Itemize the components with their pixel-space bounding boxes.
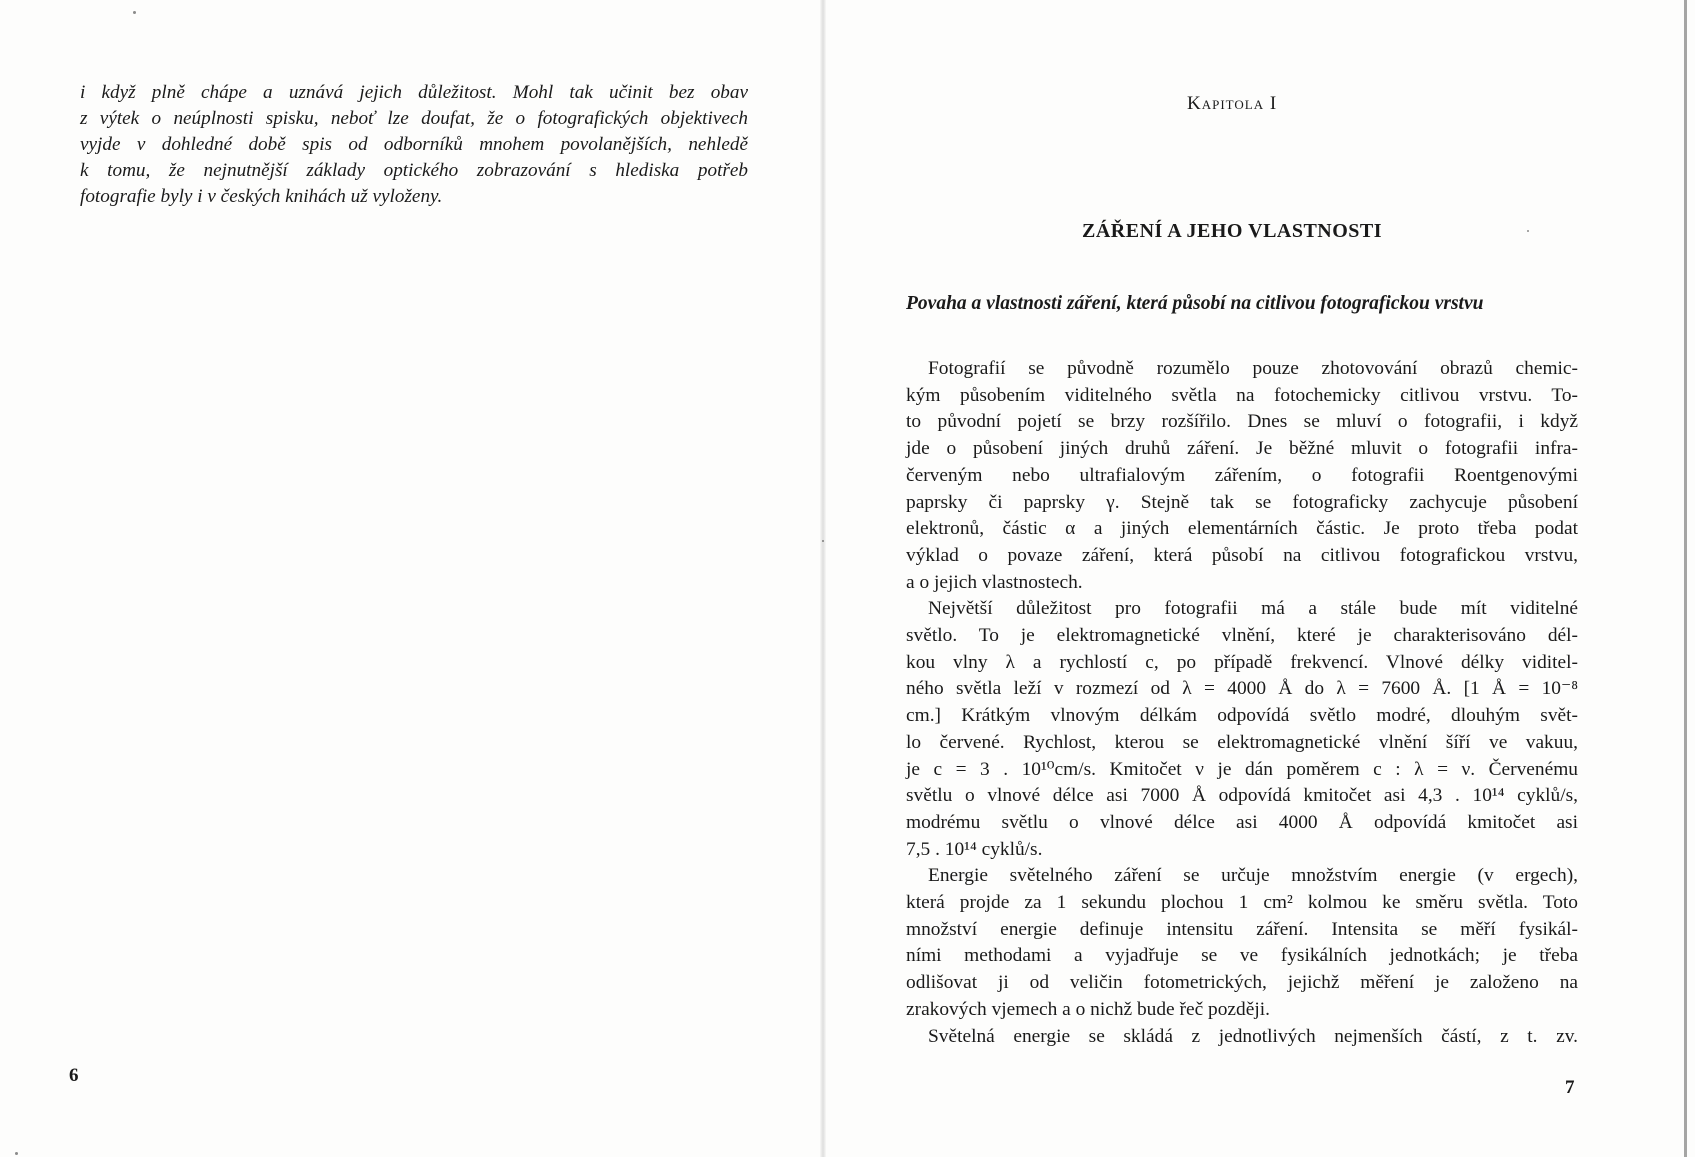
body-line: kou vlny λ a rychlostí c, po případě frekvencí. Vlnové délky viditel- <box>906 651 1578 673</box>
page-number-right: 7 <box>1565 1077 1575 1098</box>
body-line: množství energie definuje intensitu záření. Intensita se měří fysikál- <box>906 918 1578 940</box>
body-line: ními methodami a vyjadřuje se ve fysikálních jednotkách; je třeba <box>906 945 1578 967</box>
body-line: modrému světlu o vlnové délce asi 4000 Å odpovídá kmitočet asi <box>906 811 1578 833</box>
scan-speck <box>822 540 824 542</box>
body-line: Energie světelného záření se určuje množstvím energie (v ergech), <box>928 865 1578 887</box>
chapter-title: ZÁŘENÍ A JEHO VLASTNOSTI <box>1082 220 1383 242</box>
body-line: která projde za 1 sekundu plochou 1 cm² kolmou ke směru světla. Toto <box>906 892 1578 914</box>
page-edge <box>1684 0 1687 1157</box>
page-number-left: 6 <box>69 1065 79 1086</box>
body-line: cm.] Krátkým vlnovým délkám odpovídá světlo modré, dlouhým svět- <box>906 705 1578 727</box>
body-line: ného světla leží v rozmezí od λ = 4000 Å do λ = 7600 Å. [1 Å = 10⁻⁸ <box>906 678 1578 700</box>
body-line: světlo. To je elektromagnetické vlnění, které je charakterisováno dél- <box>906 625 1578 647</box>
preface-line: z výtek o neúplnosti spisku, neboť lze doufat, že o fotografických objektivech <box>80 108 748 129</box>
scan-speck <box>133 11 136 14</box>
section-title: Povaha a vlastnosti záření, která působí na citlivou fotografickou vrstvu <box>906 293 1484 314</box>
body-line: kým působením viditelného světla na fotochemicky citlivou vrstvu. To- <box>906 384 1578 406</box>
body-line: elektronů, částic α a jiných elementárních částic. Je proto třeba podat <box>906 518 1578 540</box>
body-line: světlu o vlnové délce asi 7000 Å odpovídá kmitočet asi 4,3 . 10¹⁴ cyklů/s, <box>906 785 1578 807</box>
left-page <box>0 0 820 1157</box>
preface-line: vyjde v dohledné době spis od odborníků mnohem povolanějších, nehledě <box>80 134 748 155</box>
chapter-label: Kapitola I <box>1187 93 1278 114</box>
body-line: a o jejich vlastnostech. <box>906 571 1083 593</box>
preface-line: i když plně chápe a uznává jejich důležitost. Mohl tak učinit bez obav <box>80 82 748 103</box>
body-line: jde o působení jiných druhů záření. Je běžné mluvit o fotografii infra- <box>906 438 1578 460</box>
preface-line: fotografie byly i v českých knihách už vyloženy. <box>80 186 443 207</box>
scan-speck <box>1527 230 1529 232</box>
body-line: Světelná energie se skládá z jednotlivých nejmenších částí, z t. zv. <box>928 1025 1578 1047</box>
preface-paragraph <box>80 80 748 210</box>
body-line: paprsky či paprsky γ. Stejně tak se fotograficky zachycuje působení <box>906 491 1578 513</box>
body-line: 7,5 . 10¹⁴ cyklů/s. <box>906 838 1043 860</box>
body-line: odlišovat ji od veličin fotometrických, jejichž měření je založeno na <box>906 972 1578 994</box>
body-line: to původní pojetí se brzy rozšířilo. Dnes se mluví o fotografii, i když <box>906 411 1578 433</box>
preface-line: k tomu, že nejnutnější základy optického zobrazování s hlediska potřeb <box>80 160 748 181</box>
body-line: Fotografií se původně rozumělo pouze zhotovování obrazů chemic- <box>928 358 1578 379</box>
body-line: Největší důležitost pro fotografii má a stále bude mít viditelné <box>928 598 1578 620</box>
body-line: červeným nebo ultrafialovým zářením, o fotografii Roentgenovými <box>906 464 1578 486</box>
body-line: je c = 3 . 10¹⁰cm/s. Kmitočet ν je dán poměrem c : λ = ν. Červenému <box>906 758 1578 780</box>
body-line: zrakových vjemech a o nichž bude řeč později. <box>906 998 1270 1020</box>
scan-speck <box>15 1152 18 1155</box>
body-line: výklad o povaze záření, která působí na citlivou fotografickou vrstvu, <box>906 544 1578 566</box>
body-line: lo červené. Rychlost, kterou se elektromagnetické vlnění šíří ve vakuu, <box>906 731 1578 753</box>
chapter-body <box>906 356 1578 1050</box>
